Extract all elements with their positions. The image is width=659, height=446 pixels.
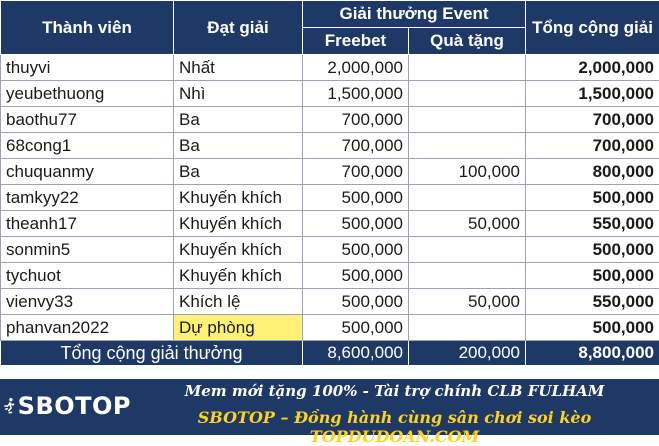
gift-cell: 50,000	[409, 289, 526, 315]
table-row	[1, 315, 659, 341]
gift-cell	[409, 107, 526, 133]
summary-label: Tổng cộng giải thưởng	[1, 341, 303, 366]
gift-cell: 50,000	[409, 211, 526, 237]
table-row	[1, 81, 659, 107]
gift-cell	[409, 315, 526, 341]
freebet-cell: 500,000	[303, 237, 409, 263]
header-event-group: Giải thưởng Event	[303, 1, 526, 28]
summary-freebet: 8,600,000	[303, 341, 409, 366]
member-name: yeubethuong	[1, 81, 174, 107]
freebet-cell: 500,000	[303, 211, 409, 237]
total-cell: 500,000	[526, 315, 659, 341]
freebet-cell: 700,000	[303, 159, 409, 185]
table-row	[1, 159, 659, 185]
freebet-cell: 2,000,000	[303, 55, 409, 81]
freebet-cell: 500,000	[303, 185, 409, 211]
banner-line-1: Mem mới tặng 100% - Tài trợ chính CLB FULHAM	[130, 382, 659, 400]
freebet-cell: 1,500,000	[303, 81, 409, 107]
gift-cell	[409, 81, 526, 107]
freebet-cell: 700,000	[303, 133, 409, 159]
table-row	[1, 185, 659, 211]
table-row	[1, 237, 659, 263]
gift-cell	[409, 185, 526, 211]
sbotop-logo	[3, 388, 131, 424]
running-figure-icon	[3, 390, 16, 422]
rank-cell: Nhì	[174, 81, 303, 107]
header-freebet: Freebet	[303, 28, 409, 55]
member-name: tychuot	[1, 263, 174, 289]
gift-cell	[409, 133, 526, 159]
total-cell: 2,000,000	[526, 55, 659, 81]
header-rank: Đạt giải	[174, 1, 303, 55]
rank-cell: Khuyến khích	[174, 263, 303, 289]
total-cell: 550,000	[526, 211, 659, 237]
member-name: baothu77	[1, 107, 174, 133]
rank-cell-highlighted: Dự phòng	[174, 315, 303, 341]
total-cell: 1,500,000	[526, 81, 659, 107]
member-name: thuyvi	[1, 55, 174, 81]
total-cell: 500,000	[526, 185, 659, 211]
gift-cell: 100,000	[409, 159, 526, 185]
member-name: phanvan2022	[1, 315, 174, 341]
table-row	[1, 133, 659, 159]
logo-text: SBOTOP	[18, 392, 131, 420]
sponsor-banner	[0, 379, 659, 435]
rank-cell: Ba	[174, 133, 303, 159]
rank-cell: Khuyến khích	[174, 237, 303, 263]
gift-cell	[409, 55, 526, 81]
freebet-cell: 500,000	[303, 263, 409, 289]
member-name: tamkyy22	[1, 185, 174, 211]
header-total: Tổng cộng giải	[526, 1, 659, 55]
freebet-cell: 500,000	[303, 315, 409, 341]
member-name: chuquanmy	[1, 159, 174, 185]
total-cell: 700,000	[526, 133, 659, 159]
table-row	[1, 55, 659, 81]
member-name: vienvy33	[1, 289, 174, 315]
table-row	[1, 211, 659, 237]
rank-cell: Khích lệ	[174, 289, 303, 315]
total-cell: 700,000	[526, 107, 659, 133]
summary-total: 8,800,000	[526, 341, 659, 366]
rank-cell: Nhất	[174, 55, 303, 81]
table-row	[1, 107, 659, 133]
banner-line-2: SBOTOP – Đồng hành cùng sân chơi soi kèo TOPDUDOAN.COM	[130, 408, 659, 446]
gift-cell	[409, 263, 526, 289]
rank-cell: Ba	[174, 107, 303, 133]
member-name: 68cong1	[1, 133, 174, 159]
freebet-cell: 500,000	[303, 289, 409, 315]
total-cell: 800,000	[526, 159, 659, 185]
member-name: theanh17	[1, 211, 174, 237]
member-name: sonmin5	[1, 237, 174, 263]
total-cell: 500,000	[526, 237, 659, 263]
total-cell: 500,000	[526, 263, 659, 289]
rank-cell: Ba	[174, 159, 303, 185]
header-gift: Quà tặng	[409, 28, 526, 55]
table-row	[1, 263, 659, 289]
summary-row	[1, 341, 659, 366]
rank-cell: Khuyến khích	[174, 211, 303, 237]
table-row	[1, 289, 659, 315]
header-member: Thành viên	[1, 1, 174, 55]
total-cell: 550,000	[526, 289, 659, 315]
freebet-cell: 700,000	[303, 107, 409, 133]
rank-cell: Khuyến khích	[174, 185, 303, 211]
summary-gift: 200,000	[409, 341, 526, 366]
gift-cell	[409, 237, 526, 263]
